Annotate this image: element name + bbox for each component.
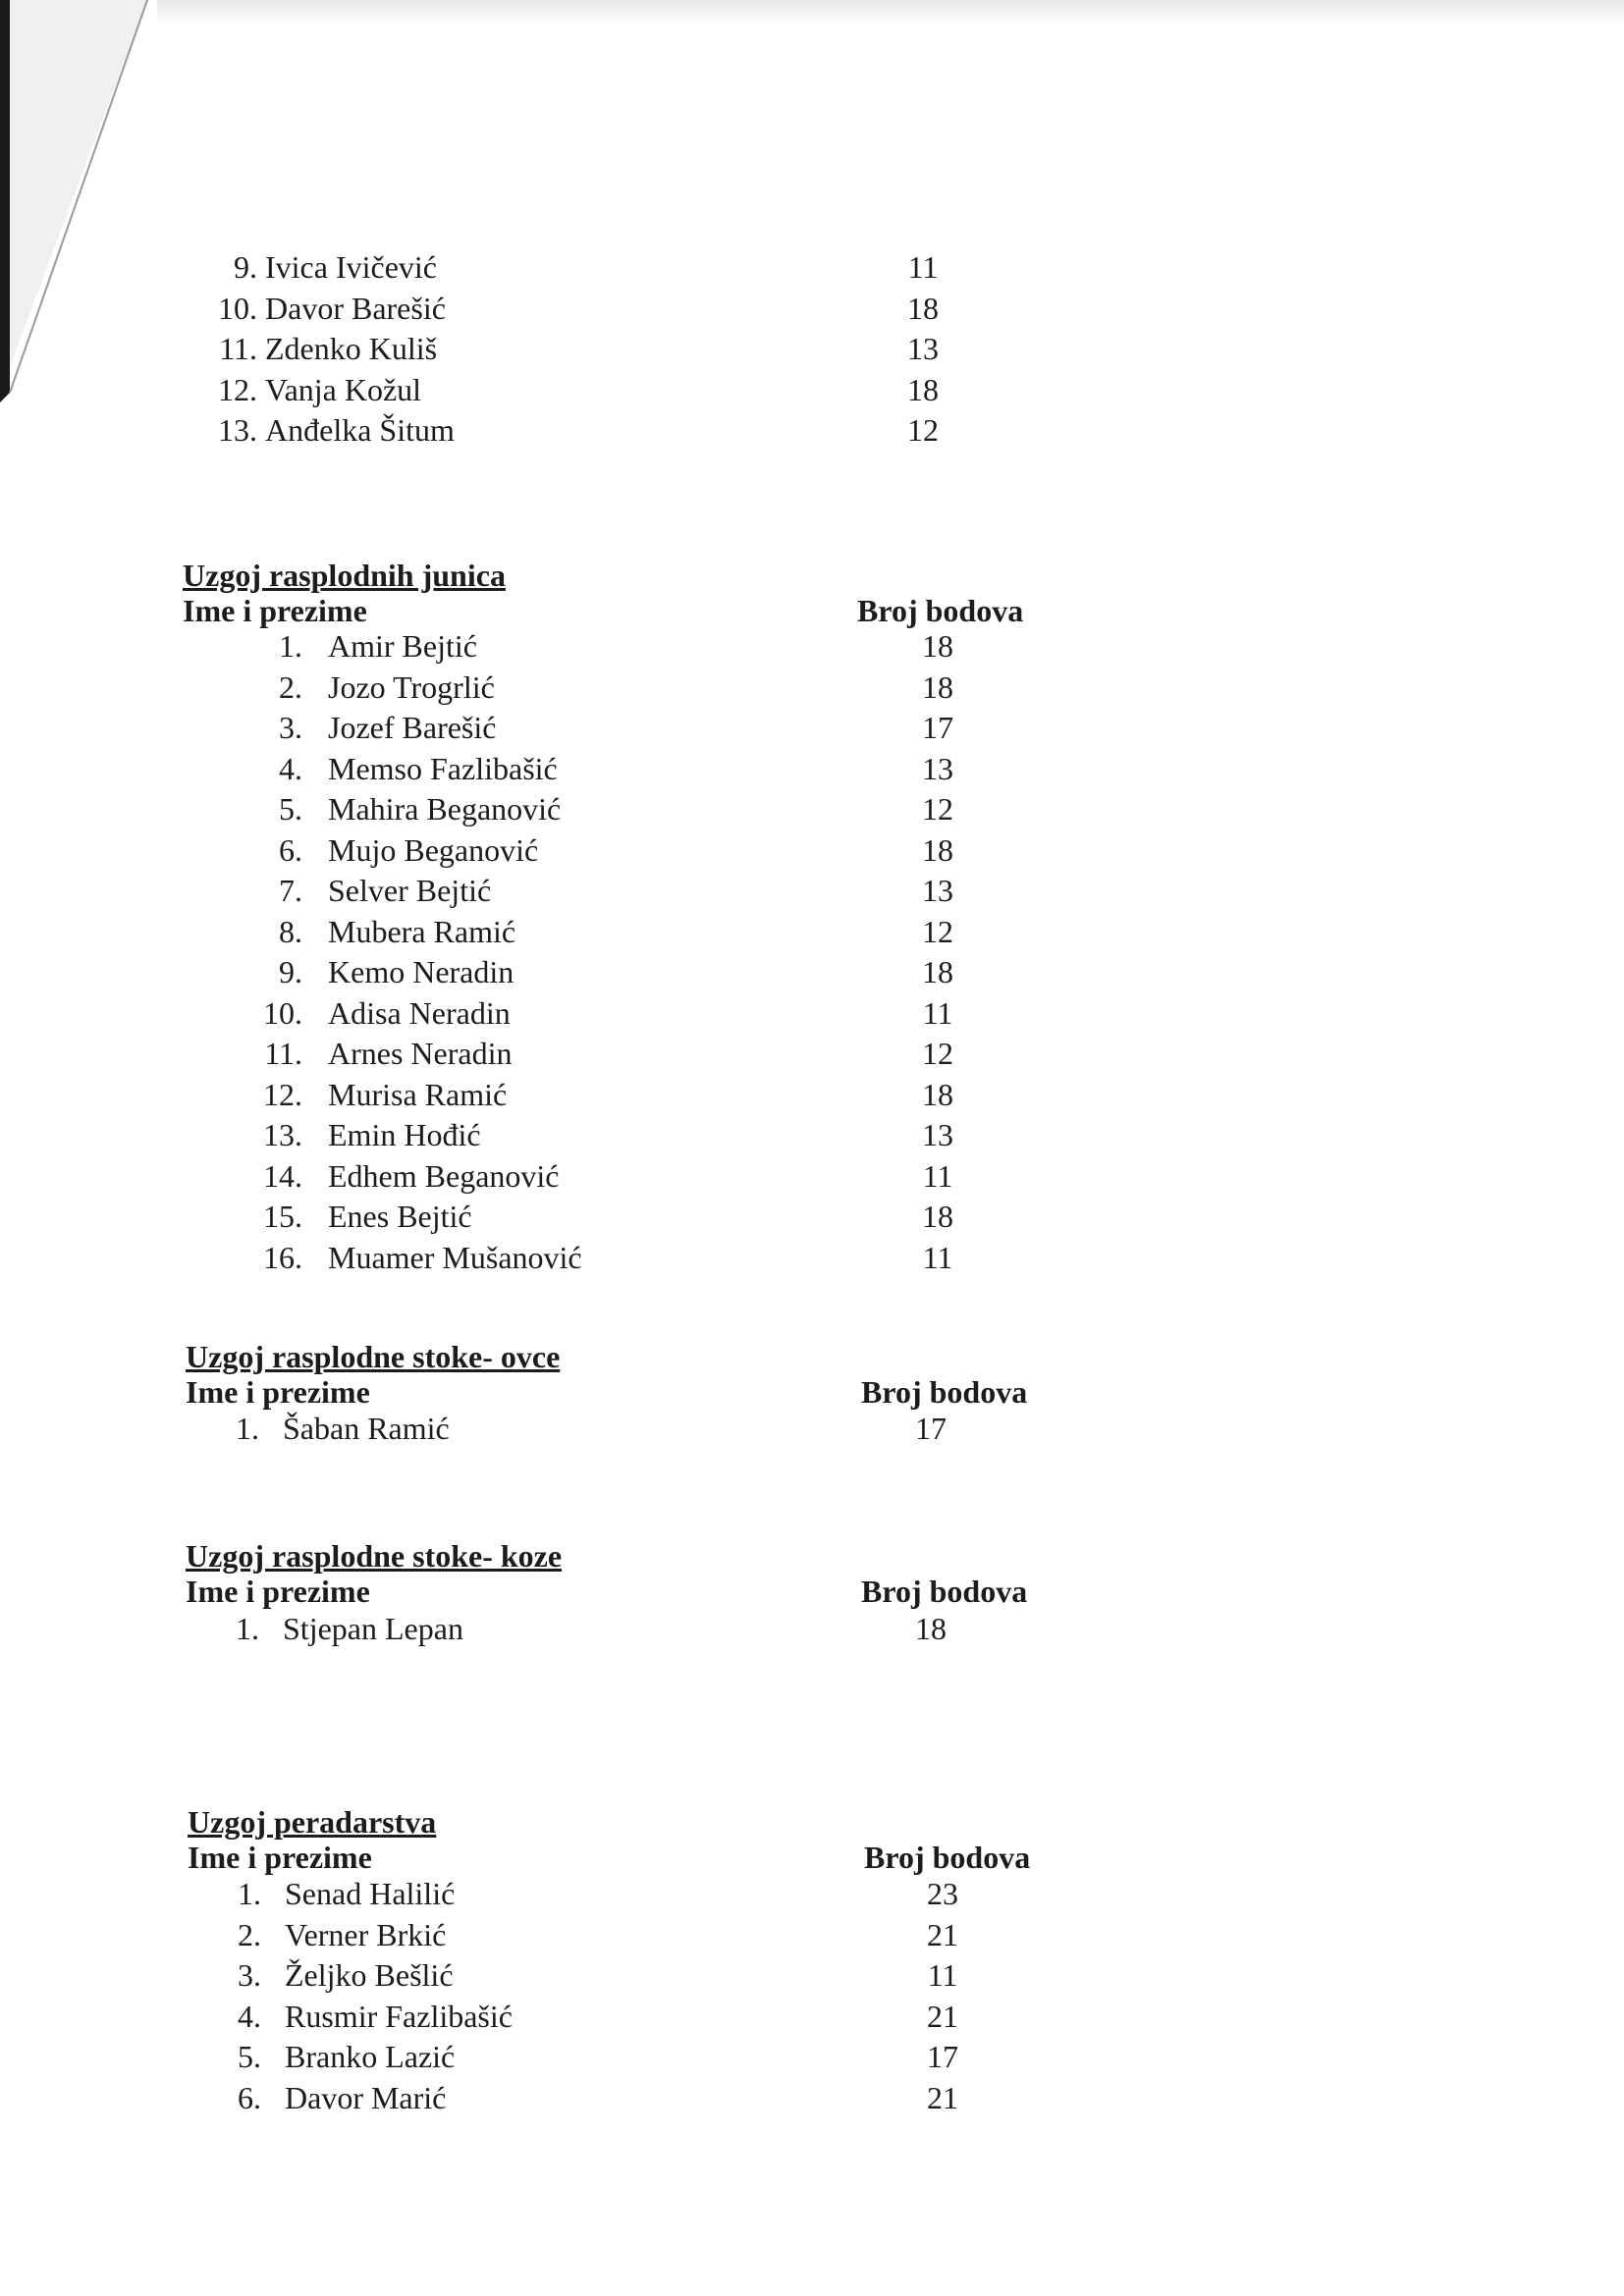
points-value: 11	[907, 249, 939, 285]
list-item	[0, 954, 1624, 989]
person-name: Emin Hođić	[328, 1117, 481, 1152]
list-item	[0, 372, 1624, 407]
item-number: 3.	[238, 1957, 261, 1993]
person-name: Verner Brkić	[285, 1916, 447, 1952]
list-item	[0, 1158, 1624, 1194]
person-name: Muamer Mušanović	[328, 1239, 582, 1275]
points-value: 18	[922, 1076, 953, 1112]
item-number: 8.	[279, 913, 302, 949]
item-number: 1.	[236, 1611, 259, 1646]
item-number: 10.	[218, 290, 257, 326]
item-number: 14.	[263, 1157, 302, 1194]
section-title: Uzgoj peradarstva	[188, 1804, 437, 1840]
person-name: Anđelka Šitum	[265, 412, 455, 448]
points-value: 21	[927, 1998, 958, 2034]
list-item	[0, 1199, 1624, 1234]
person-name: Senad Halilić	[285, 1876, 456, 1911]
list-item	[0, 710, 1624, 745]
person-name: Enes Bejtić	[328, 1199, 472, 1234]
person-name: Jozef Barešić	[328, 710, 497, 745]
person-name: Vanja Kožul	[265, 371, 422, 407]
person-name: Selver Bejtić	[328, 873, 492, 908]
item-number: 6.	[238, 2079, 261, 2115]
points-value: 18	[907, 371, 939, 407]
list-item	[0, 669, 1624, 705]
points-value: 23	[927, 1876, 958, 1911]
points-value: 18	[907, 290, 939, 326]
list-item	[0, 751, 1624, 786]
item-number: 9.	[279, 954, 302, 989]
section-title: Uzgoj rasplodnih junica	[183, 558, 506, 593]
person-name: Branko Lazić	[285, 2039, 456, 2074]
points-value: 11	[922, 1239, 953, 1275]
person-name: Arnes Neradin	[328, 1036, 513, 1071]
item-number: 6.	[279, 831, 302, 868]
person-name: Edhem Beganović	[328, 1157, 560, 1194]
item-number: 12.	[263, 1076, 302, 1112]
list-item	[0, 1240, 1624, 1275]
item-number: 1.	[238, 1876, 261, 1911]
points-value: 17	[915, 1411, 947, 1446]
points-value: 12	[922, 913, 953, 949]
points-value: 12	[922, 1036, 953, 1071]
points-value: 12	[907, 412, 939, 448]
item-number: 13.	[218, 412, 257, 448]
points-value: 18	[915, 1611, 947, 1646]
points-value: 18	[922, 628, 953, 664]
person-name: Stjepan Lepan	[283, 1611, 463, 1646]
person-name: Mahira Beganović	[328, 791, 562, 827]
list-item	[0, 1876, 1624, 1911]
person-name: Davor Barešić	[265, 290, 446, 326]
points-value: 18	[922, 1199, 953, 1234]
name-column-header: Ime i prezime	[186, 1374, 370, 1410]
points-value: 18	[922, 954, 953, 989]
list-item	[0, 1611, 1624, 1646]
name-column-header: Ime i prezime	[183, 593, 367, 628]
list-item	[0, 995, 1624, 1031]
person-name: Zdenko Kuliš	[265, 331, 438, 366]
person-name: Željko Bešlić	[285, 1957, 454, 1993]
person-name: Mujo Beganović	[328, 831, 539, 868]
item-number: 9.	[234, 249, 257, 285]
section-title: Uzgoj rasplodne stoke- koze	[186, 1538, 563, 1574]
points-value: 11	[922, 994, 953, 1031]
item-number: 4.	[279, 750, 302, 786]
points-value: 18	[922, 831, 953, 868]
list-item	[0, 873, 1624, 908]
item-number: 10.	[263, 994, 302, 1031]
list-item	[0, 1917, 1624, 1952]
list-item	[0, 1036, 1624, 1071]
points-column-header: Broj bodova	[861, 1574, 1028, 1609]
points-value: 18	[922, 668, 953, 705]
points-value: 17	[927, 2039, 958, 2074]
person-name: Kemo Neradin	[328, 954, 514, 989]
list-item	[0, 1077, 1624, 1112]
item-number: 11.	[264, 1036, 302, 1071]
list-item	[0, 412, 1624, 448]
points-value: 13	[907, 331, 939, 366]
points-value: 13	[922, 750, 953, 786]
item-number: 12.	[218, 371, 257, 407]
item-number: 1.	[236, 1411, 259, 1446]
name-column-header: Ime i prezime	[188, 1840, 372, 1875]
list-item	[0, 1117, 1624, 1152]
points-value: 21	[927, 2079, 958, 2115]
list-item	[0, 832, 1624, 868]
list-item	[0, 2080, 1624, 2115]
list-item	[0, 914, 1624, 949]
points-column-header: Broj bodova	[864, 1840, 1031, 1875]
points-value: 12	[922, 791, 953, 827]
list-item	[0, 2039, 1624, 2074]
list-item	[0, 791, 1624, 827]
item-number: 1.	[279, 628, 302, 664]
list-item	[0, 1999, 1624, 2034]
item-number: 5.	[279, 791, 302, 827]
person-name: Adisa Neradin	[328, 994, 511, 1031]
points-value: 13	[922, 1117, 953, 1152]
item-number: 11.	[219, 331, 257, 366]
list-item	[0, 249, 1624, 285]
person-name: Mubera Ramić	[328, 913, 516, 949]
item-number: 16.	[263, 1239, 302, 1275]
points-column-header: Broj bodova	[857, 593, 1024, 628]
item-number: 5.	[238, 2039, 261, 2074]
points-column-header: Broj bodova	[861, 1374, 1028, 1410]
scan-top-shadow	[157, 0, 1624, 24]
list-item	[0, 1957, 1624, 1993]
item-number: 15.	[263, 1199, 302, 1234]
item-number: 13.	[263, 1117, 302, 1152]
item-number: 3.	[279, 710, 302, 745]
list-item	[0, 628, 1624, 664]
points-value: 13	[922, 873, 953, 908]
item-number: 7.	[279, 873, 302, 908]
person-name: Murisa Ramić	[328, 1076, 508, 1112]
list-item	[0, 1411, 1624, 1446]
item-number: 2.	[238, 1916, 261, 1952]
list-item	[0, 291, 1624, 326]
points-value: 17	[922, 710, 953, 745]
item-number: 2.	[279, 668, 302, 705]
name-column-header: Ime i prezime	[186, 1574, 370, 1609]
person-name: Ivica Ivičević	[265, 249, 437, 285]
section-title: Uzgoj rasplodne stoke- ovce	[186, 1339, 561, 1374]
points-value: 11	[927, 1957, 958, 1993]
person-name: Memso Fazlibašić	[328, 750, 558, 786]
list-item	[0, 331, 1624, 366]
item-number: 4.	[238, 1998, 261, 2034]
person-name: Šaban Ramić	[283, 1411, 450, 1446]
person-name: Rusmir Fazlibašić	[285, 1998, 513, 2034]
person-name: Jozo Trogrlić	[328, 668, 495, 705]
person-name: Amir Bejtić	[328, 628, 477, 664]
points-value: 11	[922, 1157, 953, 1194]
points-value: 21	[927, 1916, 958, 1952]
person-name: Davor Marić	[285, 2079, 447, 2115]
